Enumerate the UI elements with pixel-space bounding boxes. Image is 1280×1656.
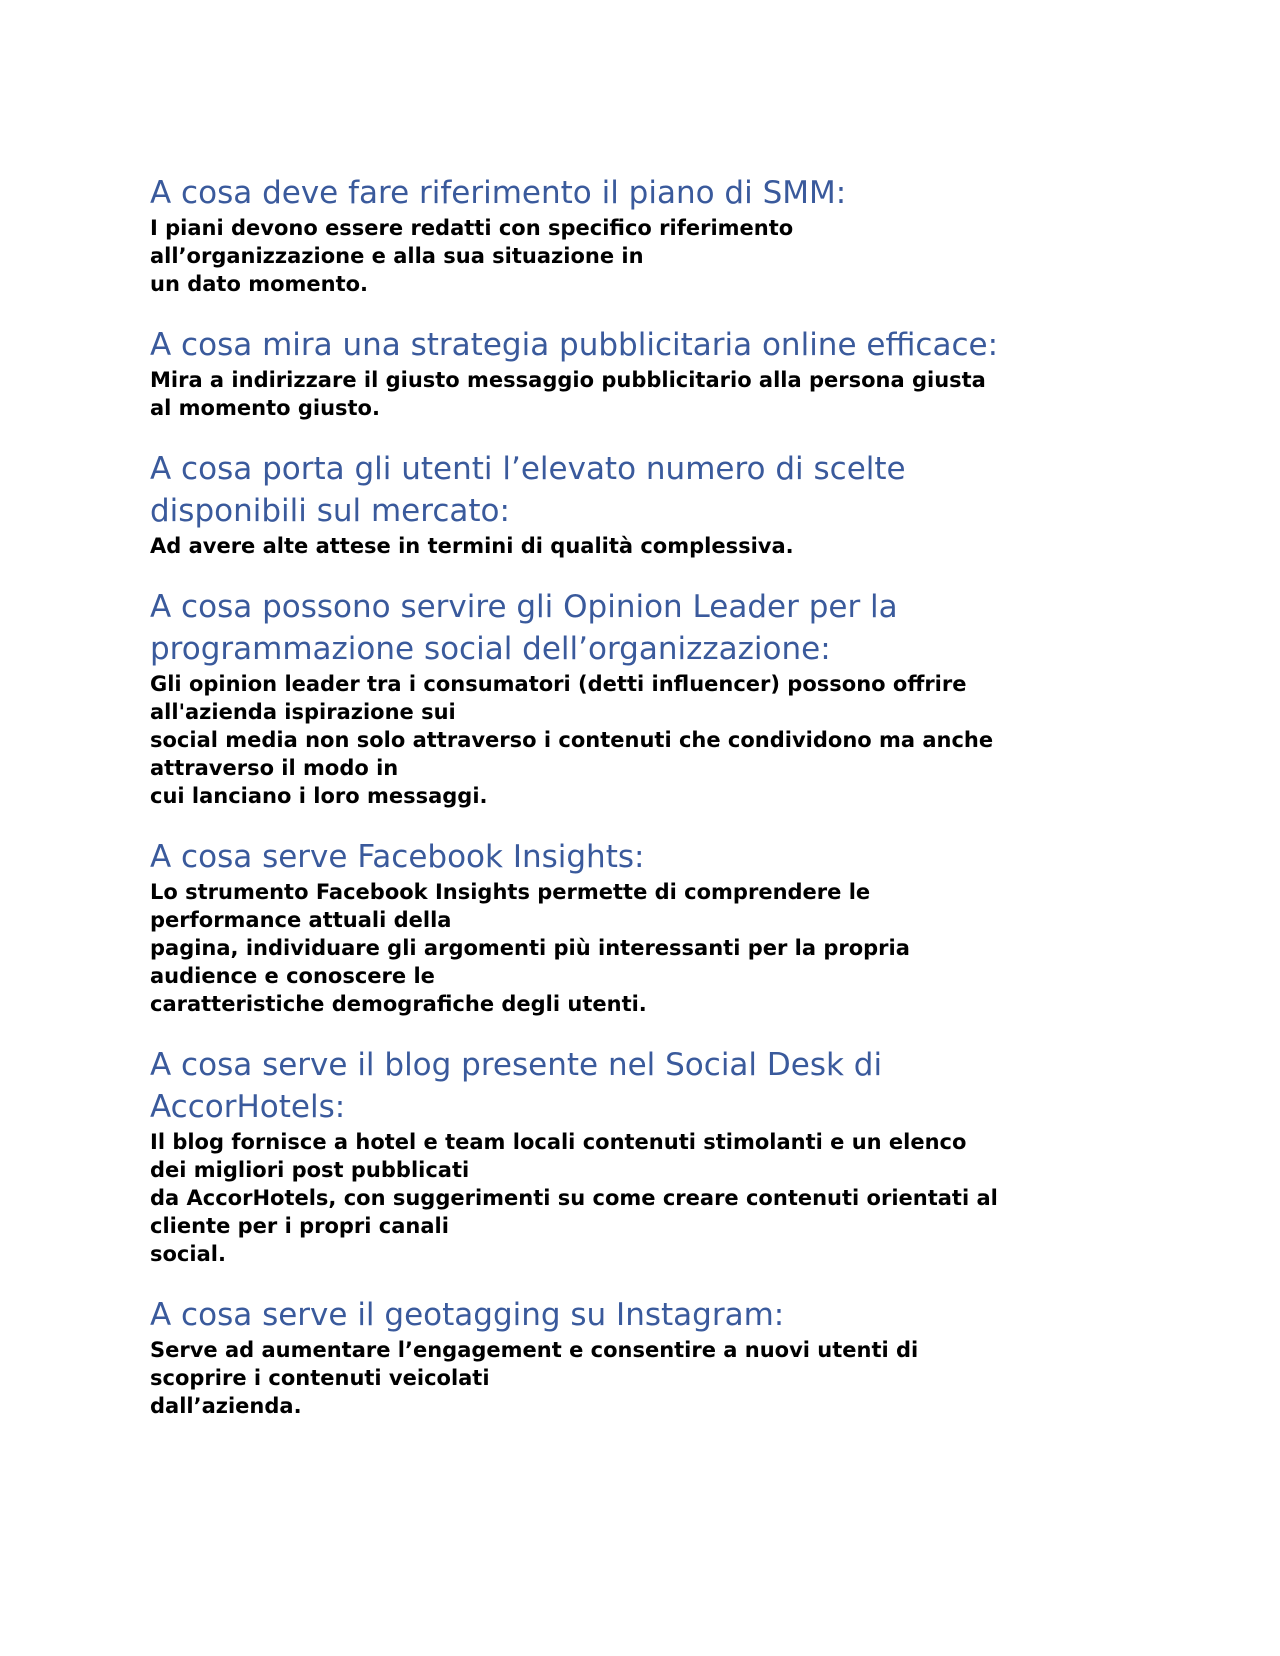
- qa-block: [150, 1044, 1150, 1268]
- answer-text: Gli opinion leader tra i consumatori (detti influencer) possono offrire all'azienda ispirazione sui social media non solo attraverso i contenuti che condividono ma anche attraverso il modo in cui lanciano i loro messaggi.: [150, 672, 994, 808]
- answer-text: Serve ad aumentare l’engagement e consentire a nuovi utenti di scoprire i contenuti veicolati dall’azienda.: [150, 1338, 919, 1418]
- answer-text: Ad avere alte attese in termini di qualità complessiva.: [150, 534, 794, 558]
- question-heading: A cosa mira una strategia pubblicitaria online efficace:: [150, 327, 999, 363]
- answer-text: Il blog fornisce a hotel e team locali contenuti stimolanti e un elenco dei migliori post pubblicati da AccorHotels, con suggerimenti su come creare contenuti orientati al cliente per i propri canali social.: [150, 1130, 998, 1266]
- answer-text: I piani devono essere redatti con specifico riferimento all’organizzazione e alla sua situazione in un dato momento.: [150, 216, 794, 296]
- question-heading: A cosa porta gli utenti l’elevato numero di scelte disponibili sul mercato:: [150, 451, 906, 529]
- question-heading: A cosa possono servire gli Opinion Leader per la programmazione social dell’organizzazione:: [150, 589, 898, 667]
- question-heading: A cosa serve il blog presente nel Social Desk di AccorHotels:: [150, 1047, 883, 1125]
- document-page: [150, 172, 1150, 1446]
- qa-block: [150, 448, 1150, 560]
- qa-block: [150, 586, 1150, 810]
- answer-text: Lo strumento Facebook Insights permette di comprendere le performance attuali della pagina, individuare gli argomenti più interessanti per la propria audience e conoscere le caratteristiche demografiche degli utenti.: [150, 880, 910, 1016]
- qa-block: [150, 324, 1150, 422]
- qa-block: [150, 836, 1150, 1018]
- question-heading: A cosa serve Facebook Insights:: [150, 839, 645, 875]
- question-heading: A cosa deve fare riferimento il piano di SMM:: [150, 175, 847, 211]
- question-heading: A cosa serve il geotagging su Instagram:: [150, 1297, 785, 1333]
- answer-text: Mira a indirizzare il giusto messaggio pubblicitario alla persona giusta al momento giusto.: [150, 368, 986, 420]
- qa-block: [150, 172, 1150, 298]
- qa-block: [150, 1294, 1150, 1420]
